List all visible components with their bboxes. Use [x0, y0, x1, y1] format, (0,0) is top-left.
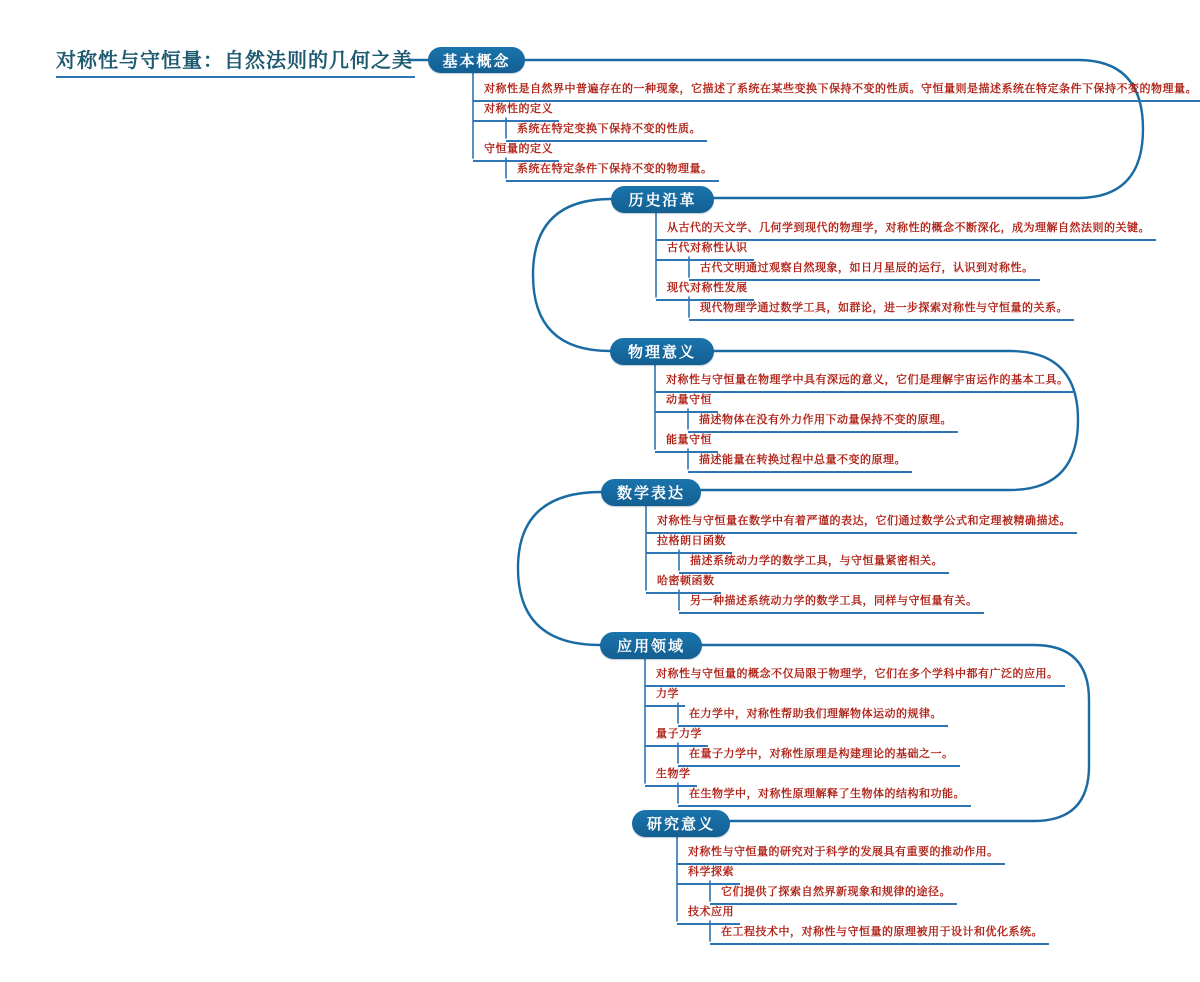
loop-branch2-to-branch3 — [533, 199, 611, 351]
b5-topic-2[interactable]: 量子力学 — [645, 727, 708, 747]
branch-pill-basic-concepts[interactable]: 基本概念 — [428, 47, 525, 73]
b4-topic-1[interactable]: 拉格朗日函数 — [646, 534, 732, 554]
b6-summary[interactable]: 对称性与守恒量的研究对于科学的发展具有重要的推动作用。 — [677, 845, 1005, 865]
b4-topic-2[interactable]: 哈密顿函数 — [646, 574, 721, 594]
b3-topic-1-note[interactable]: 描述物体在没有外力作用下动量保持不变的原理。 — [688, 413, 958, 433]
b2-topic-2[interactable]: 现代对称性发展 — [656, 281, 754, 301]
b2-topic-1[interactable]: 古代对称性认识 — [656, 241, 754, 261]
b4-topic-1-note[interactable]: 描述系统动力学的数学工具，与守恒量紧密相关。 — [679, 554, 949, 574]
branch-pill-math-expression[interactable]: 数学表达 — [601, 479, 701, 506]
b5-topic-2-note[interactable]: 在量子力学中，对称性原理是构建理论的基础之一。 — [678, 747, 960, 767]
b5-topic-3-note[interactable]: 在生物学中，对称性原理解释了生物体的结构和功能。 — [678, 787, 971, 807]
b3-topic-2[interactable]: 能量守恒 — [655, 433, 718, 453]
loop-branch4-to-branch5 — [518, 492, 601, 645]
b5-topic-3[interactable]: 生物学 — [645, 767, 697, 787]
b1-topic-2-note[interactable]: 系统在特定条件下保持不变的物理量。 — [506, 162, 719, 182]
b5-topic-1[interactable]: 力学 — [645, 687, 685, 707]
b1-topic-2[interactable]: 守恒量的定义 — [473, 142, 559, 162]
b4-topic-2-note[interactable]: 另一种描述系统动力学的数学工具，同样与守恒量有关。 — [679, 594, 984, 614]
b6-topic-2[interactable]: 技术应用 — [677, 905, 740, 925]
branch-pill-physical-meaning[interactable]: 物理意义 — [610, 338, 714, 365]
b1-topic-1[interactable]: 对称性的定义 — [473, 102, 559, 122]
branch-pill-application-fields[interactable]: 应用领域 — [600, 632, 702, 659]
b6-topic-1-note[interactable]: 它们提供了探索自然界新现象和规律的途径。 — [710, 885, 957, 905]
b6-topic-1[interactable]: 科学探索 — [677, 865, 740, 885]
b2-summary[interactable]: 从古代的天文学、几何学到现代的物理学，对称性的概念不断深化，成为理解自然法则的关键。 — [656, 221, 1156, 241]
b5-topic-1-note[interactable]: 在力学中，对称性帮助我们理解物体运动的规律。 — [678, 707, 948, 727]
b2-topic-2-note[interactable]: 现代物理学通过数学工具，如群论，进一步探索对称性与守恒量的关系。 — [689, 301, 1074, 321]
b3-topic-1[interactable]: 动量守恒 — [655, 393, 718, 413]
b1-topic-1-note[interactable]: 系统在特定变换下保持不变的性质。 — [506, 122, 707, 142]
root-topic[interactable]: 对称性与守恒量：自然法则的几何之美 — [56, 44, 415, 78]
b1-summary[interactable]: 对称性是自然界中普遍存在的一种现象，它描述了系统在某些变换下保持不变的性质。守恒量则是描述系统在特定条件下保持不变的物理量。 — [473, 82, 1200, 102]
b2-topic-1-note[interactable]: 古代文明通过观察自然现象，如日月星辰的运行，认识到对称性。 — [689, 261, 1040, 281]
b4-summary[interactable]: 对称性与守恒量在数学中有着严谨的表达，它们通过数学公式和定理被精确描述。 — [646, 514, 1077, 534]
b5-summary[interactable]: 对称性与守恒量的概念不仅局限于物理学，它们在多个学科中都有广泛的应用。 — [645, 667, 1065, 687]
b3-topic-2-note[interactable]: 描述能量在转换过程中总量不变的原理。 — [688, 453, 912, 473]
b6-topic-2-note[interactable]: 在工程技术中，对称性与守恒量的原理被用于设计和优化系统。 — [710, 925, 1049, 945]
branch-pill-history[interactable]: 历史沿革 — [611, 186, 714, 213]
b3-summary[interactable]: 对称性与守恒量在物理学中具有深远的意义，它们是理解宇宙运作的基本工具。 — [655, 373, 1075, 393]
branch-pill-research-significance[interactable]: 研究意义 — [632, 810, 730, 837]
